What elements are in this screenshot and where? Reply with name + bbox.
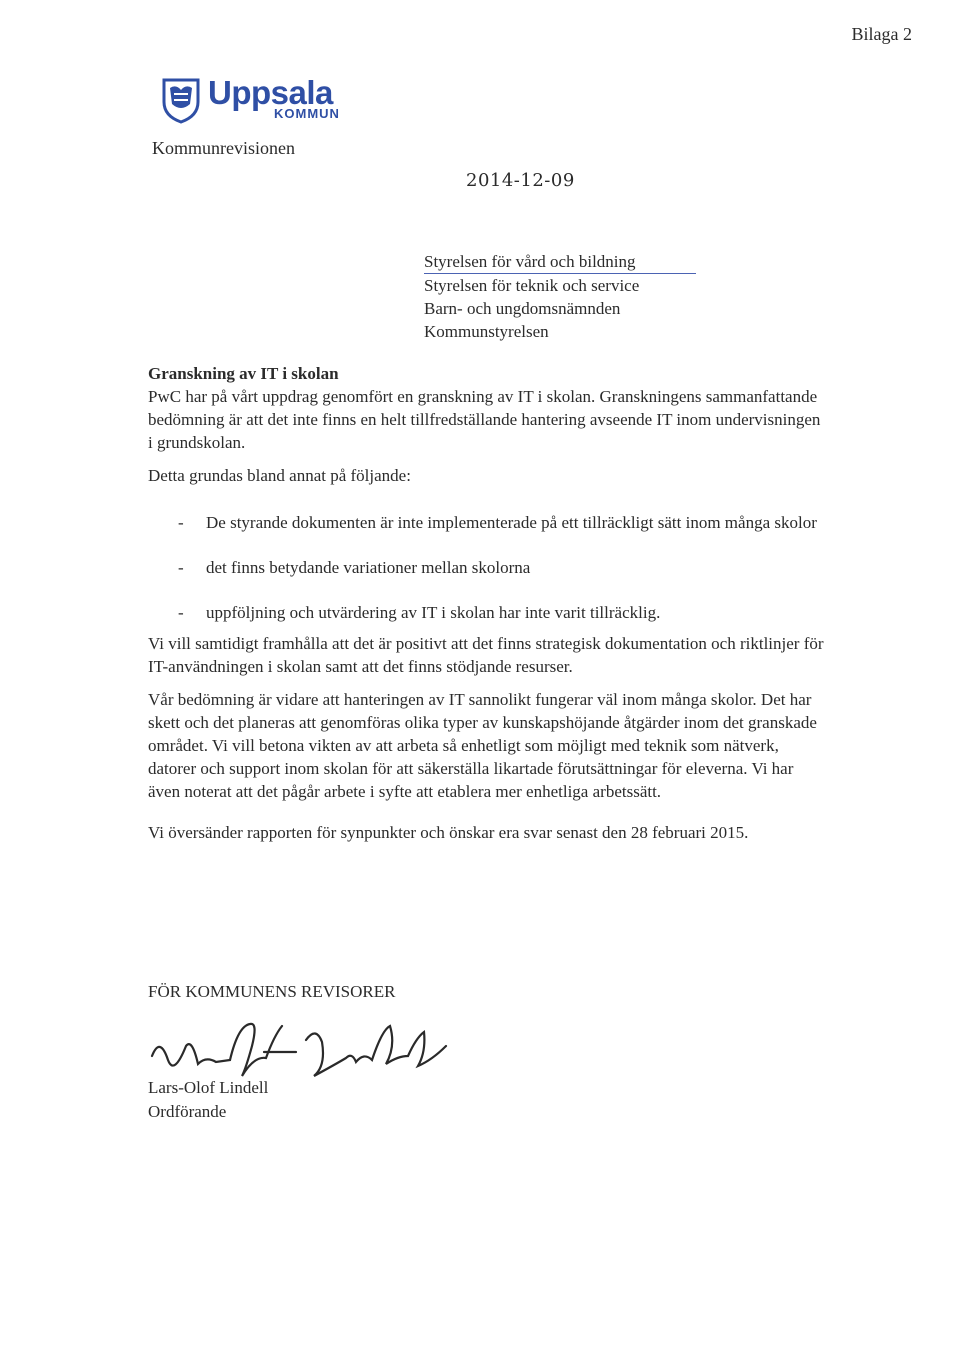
list-item: - det finns betydande variationer mellan skolorna — [148, 556, 828, 579]
paragraph-positive: Vi vill samtidigt framhålla att det är positivt att det finns strategisk dokumentation och riktlinjer för IT-användningen i skolan samt att det finns stödjande resurser. — [148, 634, 824, 676]
recipient-list — [424, 250, 696, 343]
annex-label: Bilaga 2 — [851, 24, 912, 44]
list-item: - uppföljning och utvärdering av IT i skolan har inte varit tillräcklig. — [148, 601, 828, 624]
letter-heading: Granskning av IT i skolan — [148, 364, 339, 383]
paragraph-assessment: Vår bedömning är vidare att hanteringen av IT sannolikt fungerar väl inom många skolor. Det har skett och det planeras att genomföras olika typer av kunskapshöjande åtgärder inom det granskade området. Vi vill betona vikten av att arbeta så enhetligt som möjligt med teknik som nätverk, datorer och support inom skolan för att säkerställa likartade förutsättningar för eleverna. Vi har även noterat att det pågår arbete i syfte att etablera mer enhetliga arbetssätt. — [148, 690, 817, 801]
basis-intro: Detta grundas bland annat på följande: — [148, 466, 411, 485]
department-name: Kommunrevisionen — [152, 138, 295, 158]
uppsala-kommun-logo — [156, 74, 346, 126]
logo-wordmark: Uppsala — [208, 74, 333, 111]
closing-line: FÖR KOMMUNENS REVISORER — [148, 982, 396, 1001]
findings-list — [148, 511, 828, 624]
signer-block — [148, 1076, 268, 1124]
intro-paragraph: PwC har på vårt uppdrag genomfört en granskning av IT i skolan. Granskningens sammanfattande bedömning är att det inte finns en helt tillfredställande hantering avseende IT inom undervisningen i grundskolan. — [148, 387, 821, 452]
paragraph-request: Vi översänder rapporten för synpunkter och önskar era svar senast den 28 februari 2015. — [148, 823, 749, 842]
letter-body — [148, 362, 828, 844]
recipient-item: Kommunstyrelsen — [424, 322, 549, 341]
recipient-item: Styrelsen för vård och bildning — [424, 250, 696, 274]
signer-title: Ordförande — [148, 1102, 227, 1121]
recipient-item: Styrelsen för teknik och service — [424, 276, 640, 295]
list-item: - De styrande dokumenten är inte implementerade på ett tillräckligt sätt inom många skolor — [148, 511, 828, 534]
recipient-item: Barn- och ungdomsnämnden — [424, 299, 621, 318]
letter-date: 2014-12-09 — [466, 170, 575, 191]
logo-subtitle: KOMMUN — [274, 106, 340, 121]
signer-name: Lars-Olof Lindell — [148, 1078, 269, 1097]
crest-icon — [156, 74, 206, 124]
